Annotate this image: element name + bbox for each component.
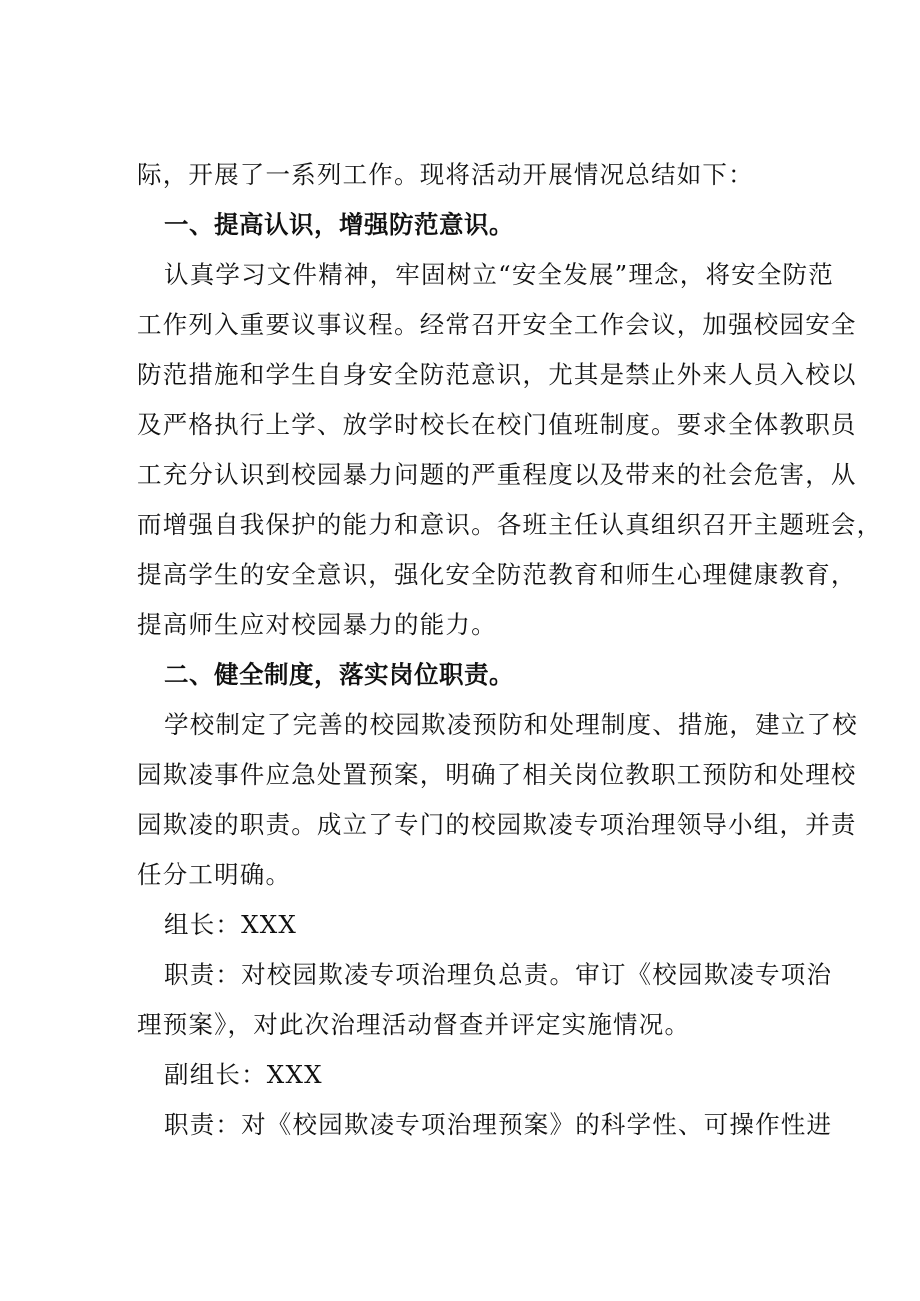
duty-text-line: 职责：对《校园欺凌专项治理预案》的科学性、可操作性进 xyxy=(164,1110,833,1139)
body-text-line: 及严格执行上学、放学时校长在校门值班制度。要求全体教职员 xyxy=(137,410,857,439)
duty-text-line: 职责：对校园欺凌专项治理负总责。审订《校园欺凌专项治 xyxy=(164,960,833,989)
body-text-line: 学校制定了完善的校园欺凌预防和处理制度、措施，建立了校 xyxy=(164,710,858,739)
body-text-line: 提高学生的安全意识，强化安全防范教育和师生心理健康教育， xyxy=(137,560,857,589)
section-heading: 一、提高认识，增强防范意识。 xyxy=(164,210,514,239)
body-text-line: 工作列入重要议事议程。经常召开安全工作会议，加强校园安全 xyxy=(137,310,857,339)
body-text-line: 而增强自我保护的能力和意识。各班主任认真组织召开主题班会， xyxy=(137,510,883,539)
deputy-leader-name-line: 副组长：XXX xyxy=(164,1060,323,1089)
body-text-line: 际，开展了一系列工作。现将活动开展情况总结如下： xyxy=(137,160,754,189)
leader-name-line: 组长：XXX xyxy=(164,910,298,939)
body-text-line: 提高师生应对校园暴力的能力。 xyxy=(137,610,497,639)
duty-text-line: 理预案》，对此次治理活动督查并评定实施情况。 xyxy=(137,1010,691,1039)
section-heading: 二、健全制度，落实岗位职责。 xyxy=(164,660,514,689)
body-text-line: 认真学习文件精神，牢固树立“安全发展”理念，将安全防范 xyxy=(164,260,834,289)
body-text-line: 防范措施和学生自身安全防范意识，尤其是禁止外来人员入校以 xyxy=(137,360,857,389)
body-text-line: 园欺凌事件应急处置预案，明确了相关岗位教职工预防和处理校 xyxy=(137,760,857,789)
body-text-line: 任分工明确。 xyxy=(137,860,292,889)
body-text-line: 园欺凌的职责。成立了专门的校园欺凌专项治理领导小组，并责 xyxy=(137,810,857,839)
body-text-line: 工充分认识到校园暴力问题的严重程度以及带来的社会危害，从 xyxy=(137,460,857,489)
